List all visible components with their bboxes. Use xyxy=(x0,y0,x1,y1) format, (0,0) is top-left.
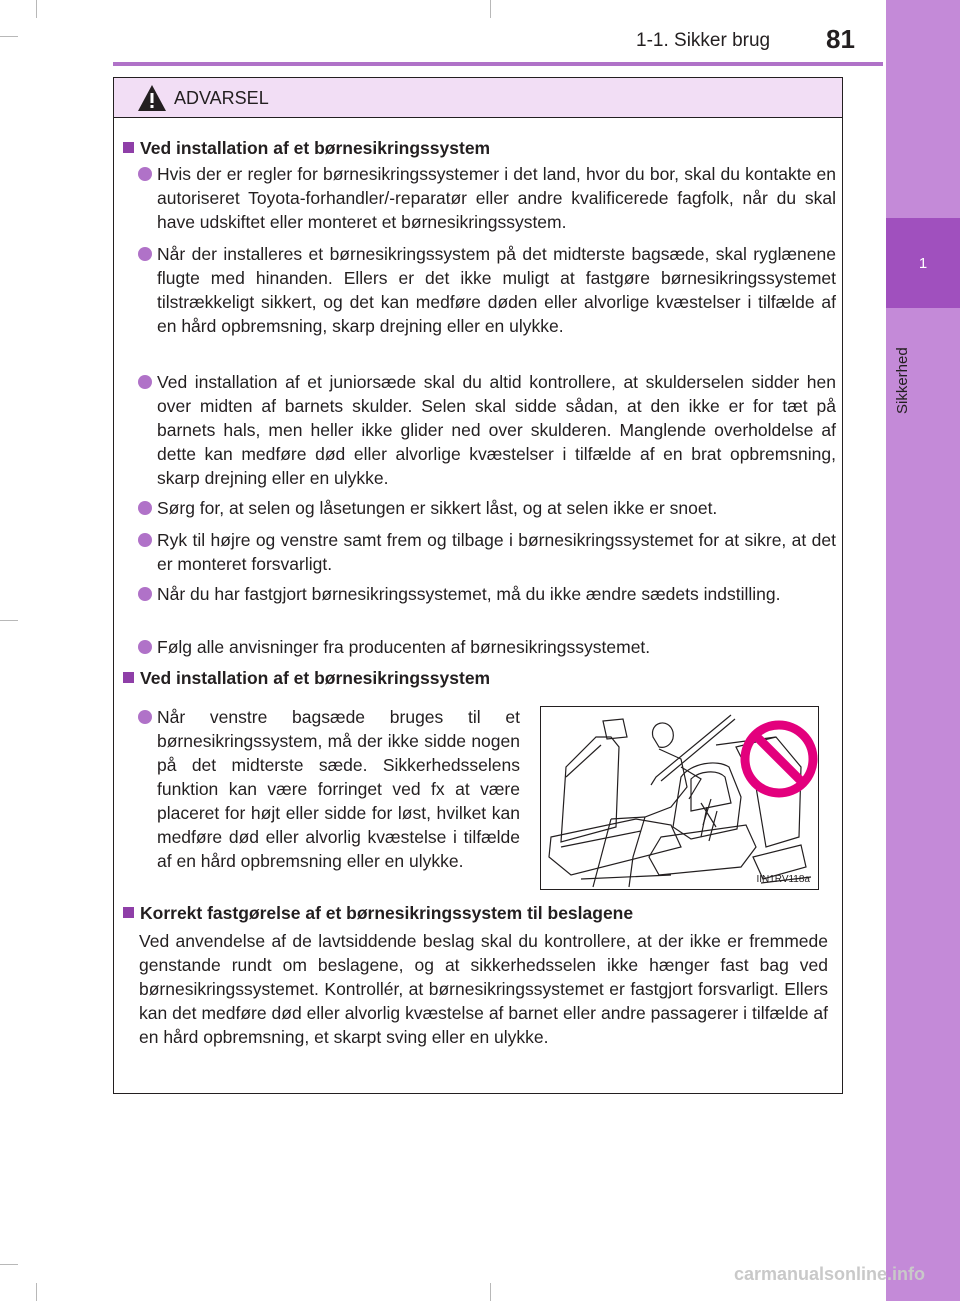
list-item-text: Når venstre bagsæde bruges til et børnesikringssystem, må der ikke sidde nogen på det midterste sæde. Sikkerhedsselens funktion kan være forringet ved fx at være placeret for højt eller sidde for løst, hvilket kan medføre død eller alvorlig kvæstelse i tilfælde af en hård opbremsning eller en ulykke. xyxy=(157,707,520,871)
list-item-text: Ryk til højre og venstre samt frem og tilbage i børnesikringssystemet for at sikre, at det er monteret forsvarligt. xyxy=(157,530,836,574)
square-bullet-icon xyxy=(123,907,134,918)
header-rule xyxy=(113,62,883,66)
bullet-icon xyxy=(138,710,152,724)
section-title: 1-1. Sikker brug xyxy=(636,30,771,51)
section-heading xyxy=(123,138,490,159)
bullet-icon xyxy=(138,167,152,181)
bullet-icon xyxy=(138,501,152,515)
chapter-label-text: Sikkerhed xyxy=(894,347,911,414)
bullet-icon xyxy=(138,375,152,389)
illustration-code: IIN1RV118a xyxy=(756,874,810,885)
illustration-child-seat xyxy=(540,706,819,890)
list-item xyxy=(157,496,836,520)
child-seat-illustration-icon xyxy=(541,707,819,890)
list-item-text: Ved installation af et juniorsæde skal du altid kontrollere, at skulderselen sidder hen over midten af barnets skulder. Selen skal sidde sådan, at den ikke er for tæt på barnets hals, men heller ikke glider ned over skulderen. Manglende overholdelse af dette kan medføre død eller alvorlige kvæstelser i tilfælde af en brat opbremsning, skarp drejning eller en ulykke. xyxy=(157,372,836,488)
warning-header xyxy=(114,78,842,118)
list-item xyxy=(157,370,836,490)
chapter-label xyxy=(888,322,928,422)
list-item-text: Hvis der er regler for børnesikringssystemer i det land, hvor du bor, skal du kontakte en autoriseret Toyota-forhandler/-reparatør eller andre kvalificerede fagfolk, når du skal have udskiftet eller monteret et børnesikringssystem. xyxy=(157,164,836,232)
list-item xyxy=(157,242,836,338)
list-item xyxy=(157,528,836,576)
warning-triangle-icon xyxy=(137,84,167,112)
square-bullet-icon xyxy=(123,672,134,683)
section-heading-text: Ved installation af et børnesikringssystem xyxy=(140,138,491,158)
bullet-icon xyxy=(138,587,152,601)
section-paragraph: Ved anvendelse af de lavtsiddende beslag skal du kontrollere, at der ikke er fremmede genstande rundt om beslagene, og at sikkerhedsselen ikke hænger fast bag ved børnesikringssystemet. Kontrollér, at børnesikringssystemet er fastgjort forsvarligt. Ellers kan det medføre død eller alvorlig kvæstelse af barnet eller andre passagerer i tilfælde af en hård opbremsning, et skarpt sving eller en ulykke. xyxy=(139,931,828,1047)
list-item xyxy=(157,582,836,606)
crop-mark xyxy=(490,0,491,18)
crop-mark xyxy=(36,0,37,18)
square-bullet-icon xyxy=(123,142,134,153)
list-item xyxy=(157,162,836,234)
bullet-icon xyxy=(138,640,152,654)
list-item-text: Sørg for, at selen og låsetungen er sikkert låst, og at selen ikke er snoet. xyxy=(157,498,718,518)
section-heading xyxy=(123,668,490,689)
bullet-icon xyxy=(138,247,152,261)
list-item-text: Følg alle anvisninger fra producenten af børnesikringssystemet. xyxy=(157,637,651,657)
list-item-text: Når der installeres et børnesikringssystem på det midterste bagsæde, skal ryglænene flugte med hinanden. Ellers er det ikke muligt at fastgøre børnesikringssystemet tilstrækkeligt sikkert, og det kan medføre døden eller alvorlige kvæstelser i tilfælde af en hård opbremsning, skarp drejning eller en ulykke. xyxy=(157,244,836,336)
warning-label: ADVARSEL xyxy=(174,88,269,108)
section-heading-text: Ved installation af et børnesikringssystem xyxy=(140,668,491,688)
list-item xyxy=(157,705,520,873)
crop-mark xyxy=(0,1264,18,1265)
crop-mark xyxy=(490,1283,491,1301)
page-number: 81 xyxy=(826,24,855,54)
section-heading-text: Korrekt fastgørelse af et børnesikringssystem til beslagene xyxy=(140,903,634,923)
list-item xyxy=(157,635,836,659)
watermark: carmanualsonline.info xyxy=(734,1264,926,1284)
crop-mark xyxy=(0,620,18,621)
crop-mark xyxy=(0,36,18,37)
list-item-text: Når du har fastgjort børnesikringssystemet, må du ikke ændre sædets indstilling. xyxy=(157,584,781,604)
bullet-icon xyxy=(138,533,152,547)
chapter-number-tab[interactable]: 1 xyxy=(886,218,960,308)
chapter-tab-strip xyxy=(886,0,960,1301)
crop-mark xyxy=(36,1283,37,1301)
section-heading xyxy=(123,903,633,924)
